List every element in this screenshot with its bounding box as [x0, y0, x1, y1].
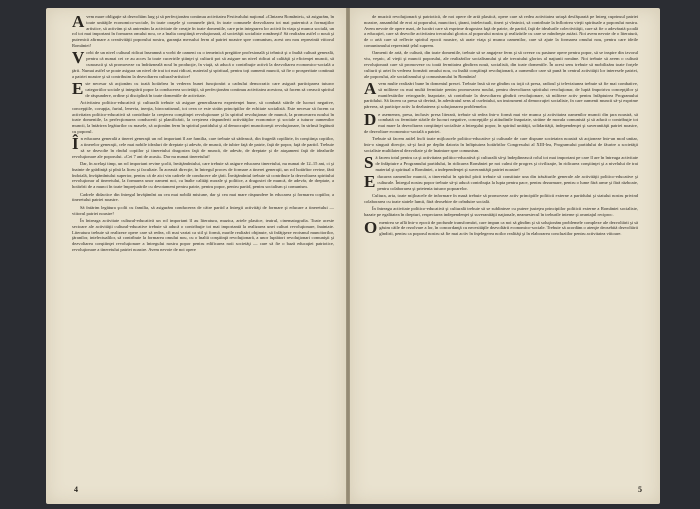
paragraph: Este necesar să acţionăm cu toată hotărîrea în vederea bunei funcţionări a cadrului democratic care asigură participarea tuturor categoriilor sociale şi integrării popor la conducerea societăţii, să perfecţionăm continuu activitatea acestora, să facem să crească spiritul de răspundere, ordine şi disciplină în toate domeniile de activitate.	[72, 78, 334, 98]
paragraph: În întreaga activitate politico-educativă şi culturală trebuie să se sublinieze cu putere justeţea principiilor politicii externe a României socialiste, bazate pe egalitatea în drepturi, respectarea independenţei şi suveranităţii naţionale, neamestecul în treburile interne şi avantajul reciproc.	[364, 206, 638, 218]
paragraph: Dar, în acelaşi timp, un rol important revine şcolii, învăţămîntului, care trebuie să asigure educarea tineretului, nu numai de 12–15 ani, ci şi înainte de grădiniţă şi pînă la liceu şi facultate. În această direcţie, în întregul proces de formare a tinerei generaţii, un rol hotărîtor revine, fără îndoială, învăţămîntului superior, pentru că de aici vin cadrele de conducere ale ţării. Învăţămîntul trebuie să contribuie la dezvoltarea spiritului revoluţionar al tineretului, la formarea unor oameni noi, cu înalte calităţi morale şi politice, a dragostei de muncă, de adevăr, de dreptate, a hotărîrii de a munci în toate împrejurările cu devotament pentru patrie, pentru popor, pentru partid, pentru socialism şi comunism.	[72, 161, 334, 190]
paragraph: Trebuie să facem astfel încît toate mijloacele politico-educative şi culturale de care dispune societatea noastră să acţioneze într-un mod unitar, într-o singură direcţie, să-şi facă pe deplin datoria în înfăptuirea hotărîrilor Congresului al XIII-lea, Programului partidului de făurire a societăţii socialiste multilateral dezvoltate şi de înaintare spre comunism.	[364, 136, 638, 153]
paragraph: Educarea oamenilor muncii, a tineretului în spiritul păcii trebuie să constituie una din trăsăturile generale ale activităţii politico-educative şi culturale. Întregul nostru popor trebuie să-şi aducă contribuţia la lupta pentru pace, pentru dezarmare, pentru o lume fără arme şi fără războaie, pentru colaborarea şi prietenia tuturor popoarelor.	[364, 172, 638, 192]
paragraph: De asemenea, presa, inclusiv presa literară, trebuie să redea într-o formă mai vie munca şi activitatea oamenilor muncii din ţara noastră, să combată cu fermitate stările de lucruri negative, concepţiile şi atitudinile înapoiate, străine de morala comunistă şi să aducă o contribuţie tot mai mare la dezvoltarea conştiinţei socialiste a întregului popor, în spiritul unităţii, solidarităţii, independenţei şi suveranităţii patriei noastre, de dezvoltare economico-socială a patriei.	[364, 109, 638, 134]
paragraph: Activitatea politico-educativă şi culturală trebuie să asigure generalizarea experienţei bune, să combată stările de lucruri negative, concepţiile, corupţia, furtul, lenevia, inerţia, birocratismul, tot ceea ce este străin principiilor de echitate socialistă. Este necesar să facem ca activitatea politico-educativă să contribuie la creşterea conştiinţei revoluţionare şi la spiritul revoluţionar de muncă, la promovarea noului în toate domeniile, la perfecţionarea conducerii şi planificării, la creşterea răspunderii activităţilor economice şi sociale a tuturor oamenilor muncii, la întărirea legăturilor cu masele, să acţionăm ferm în spiritul partidului şi al democraţiei muncitoreşti revoluţionare, în strînsă legătură cu poporul.	[72, 99, 334, 134]
right-page-text	[364, 14, 638, 482]
paragraph: În educarea generală a tinerei generaţii un rol important îl are familia, care trebuie să sădească, din fragedă copilărie, în conştiinţa copiilor, a tinerelor generaţii, cele mai nobile idealuri de dreptate şi adevăr, de muncă, de iubire faţă de patrie, faţă de popor, faţă de partid. Trebuie să se dezvolte în rîndul copiilor şi tineretului dragostea faţă de muncă, de adevăr, de dreptate şi de ataşament faţă de idealurile revoluţionare ale poporului. «Cei 7 ani de acasă». Dar nu numai tineretului!	[72, 134, 334, 159]
paragraph: Avem mare obligaţie să dezvoltăm larg şi să perfecţionăm continuu activitatea Festivalului naţional «Cîntarea României», să asigurăm, în toate unităţile economico-sociale, în toate oraşele şi comunele ţării, în toate comunele dezvoltarea tot mai puternică a formaţiilor artistice, să activăm şi să antrenăm la activitate de creaţie în toate domeniile, care prin integrarea lor activă în viaţa şi munca socială, un rol tot mai important în formarea omului nou, ce a înalta conştiinţă revoluţionară, al societăţii socialiste româneşti! Să realizăm astfel o nouă şi puternică afirmare a creativităţii poporului nostru, garanţia mersului ferm al patriei noastre spre comunism, acest om nou reprezintă viitorul României!	[72, 14, 334, 48]
left-page	[46, 8, 346, 504]
right-page	[350, 8, 660, 504]
paragraph: Să facem totul pentru ca şi activitatea politico-educativă şi culturală să-şi îndeplinească rolul tot mai important pe care îl are în întreaga activitate de înfăptuire a Programului partidului, în ridicarea României pe noi culmi de progres şi civilizaţie, în ridicarea conştiinţei şi a nivelului de trai material şi spiritual a României, a independenţei şi suveranităţii patriei noastre!	[364, 153, 638, 173]
paragraph: de muzică revoluţionară şi patriotică, de noi opere de artă plastică, opere care să redea activitatea uriaşă desfăşurată pe întreg cuprinsul patriei noastre, ansamblul de eroi ai poporului, muncitori, ţărani, intelectuali, tineri şi vîrstnici, să contribuie la înflorirea vieţii spirituale a poporului nostru. Avem nevoie de opere mari, de lucrări care să exprime dragostea faţă de patrie, de partid, faţă de idealurile colectivităţii, care să fie o adevărată şcoală a educaţiei, care să dezvolte activitatea trecutului glorios al poporului nostru şi realizările cu care se mîndreşte astăzi. Noi avem nevoie de o literatură, de o artă care să reflecte spiritul epocii noastre, să arate viaţa şi munca oamenilor, care să ajute la formarea omului nou, pentru care ideile comunismului reprezintă ţelul suprem.	[364, 14, 638, 48]
paragraph: Să întărim legătura şcolii cu familia, să asigurăm conducerea de către partid a întregii activităţi de formare şi educare a tineretului — viitorul patriei noastre!	[72, 204, 334, 216]
paragraph: În întreaga activitate cultural-educativă un rol important îl au literatura, muzica, artele plastice, teatrul, cinematografia. Toate aceste sectoare ale activităţii cultural-educative trebuie să aducă o contribuţie tot mai importantă la realizarea unei culturi revoluţionare, înaintate. Literatura trebuie să realizeze opere care să redea, cît mai variat ca stil şi formă, marile realizări obţinute, să înfăţişeze eroismul muncitorilor, ţăranilor, intelectualilor, să contribuie la formarea omului nou, cu o înaltă conştiinţă revoluţionară, a unor luptători revoluţionari comunişti şi dezvoltarea conştiinţei revoluţionare a întregului nostru popor pentru edificarea noii societăţi — care să fie o bază educaţiei patriotice, revoluţionare a tineretului patriei noastre. Avem nevoie de noi opere	[72, 218, 334, 253]
paragraph: Cadrele didactice din întregul învăţămînt au cea mai nobilă misiune, dar şi cea mai mare răspundere în educarea şi formarea copiilor, a tineretului patriei noastre.	[72, 191, 334, 203]
paragraph: Omenirea se află într-o epocă de profunde transformări, care impun ca noi să gîndim şi să soluţionăm problemele complexe ale dezvoltării şi să găsim căile de rezolvare a lor, în concordanţă cu necesităţile dezvoltării economico-sociale. Trebuie să acordăm o atenţie deosebită dezvoltării gîndirii, pentru ca poporul nostru să fie mai activ în înţelegerea noilor realităţi şi în elaborarea concluziilor pentru activitatea viitoare.	[364, 217, 638, 237]
left-page-text	[72, 14, 334, 482]
paragraph: Vorbi de un nivel cultural ridicat înseamnă a vorbi de oameni cu o temeinică pregătire profesională şi tehnică şi o înaltă cultură generală, pentru că numai cei ce au acces la toate cuceririle ştiinţei şi culturii pot să asigure un nivel ridicat al calităţii şi eficienţei muncii, să cunoască şi să promoveze cu îndrăzneală noul în producţie, în viaţă, să aducă o contribuţie activă la dezvoltarea economico-socială a ţării. Numai astfel se poate asigura un nivel de trai tot mai ridicat, material şi spiritual, pentru toţi oamenii muncii, să fie o prosperitate continuă a patriei noastre şi să contribuim la dezvoltarea cultural-artistice!	[72, 48, 334, 79]
paragraph: Avem multe realizări bune în domeniul presei. Trebuie însă să ne gîndim cu toţii că presa, radioul şi televiziunea trebuie să fie mai combative, să militeze cu mai multă fermitate pentru promovarea noului, pentru dezvoltarea spiritului revoluţionar, de luptă împotriva concepţiilor şi manifestărilor retrograde, înapoiate, să contribuie la dezvoltarea gîndirii revoluţionare, să militeze activ pentru înfăptuirea Programului partidului. Să facem ca presa să devină, în adevăratul sens al cuvîntului, un instrument al democraţiei socialiste, în care oamenii muncii să-şi exprime părerea, să participe activ la dezbaterea şi soluţionarea problemelor.	[364, 78, 638, 110]
paragraph: Oamenii de artă, de cultură, din toate domeniile, trebuie să se angajeze ferm şi să creeze cu pasiune opere pentru popor, să se inspire din izvorul viu, veşnic, al vieţii şi muncii poporului, ale realizărilor socialismului şi ale trecutului glorios al naţiunii române. Noi trebuie să avem o cultură revoluţionară care să promoveze cu toată fermitatea gîndirea nouă, socialistă, din toate domeniile. În acest sens trebuie să mobilizăm toate forţele culturii şi artei în vederea formării omului nou, cu înaltă conştiinţă revoluţionară, a oamenilor care să pună în centrul activităţii lor interesele patriei, ale poporului, ale socialismului şi comunismului în România!	[364, 50, 638, 79]
paragraph: Cultura, arta, toate mijloacele de informare în masă trebuie să promoveze activ principiile politicii externe a partidului şi statului nostru privind colaborarea cu toate statele lumii, fără deosebire de orînduire socială.	[364, 193, 638, 205]
page-number: 5	[638, 485, 642, 494]
page-number: 4	[74, 485, 78, 494]
